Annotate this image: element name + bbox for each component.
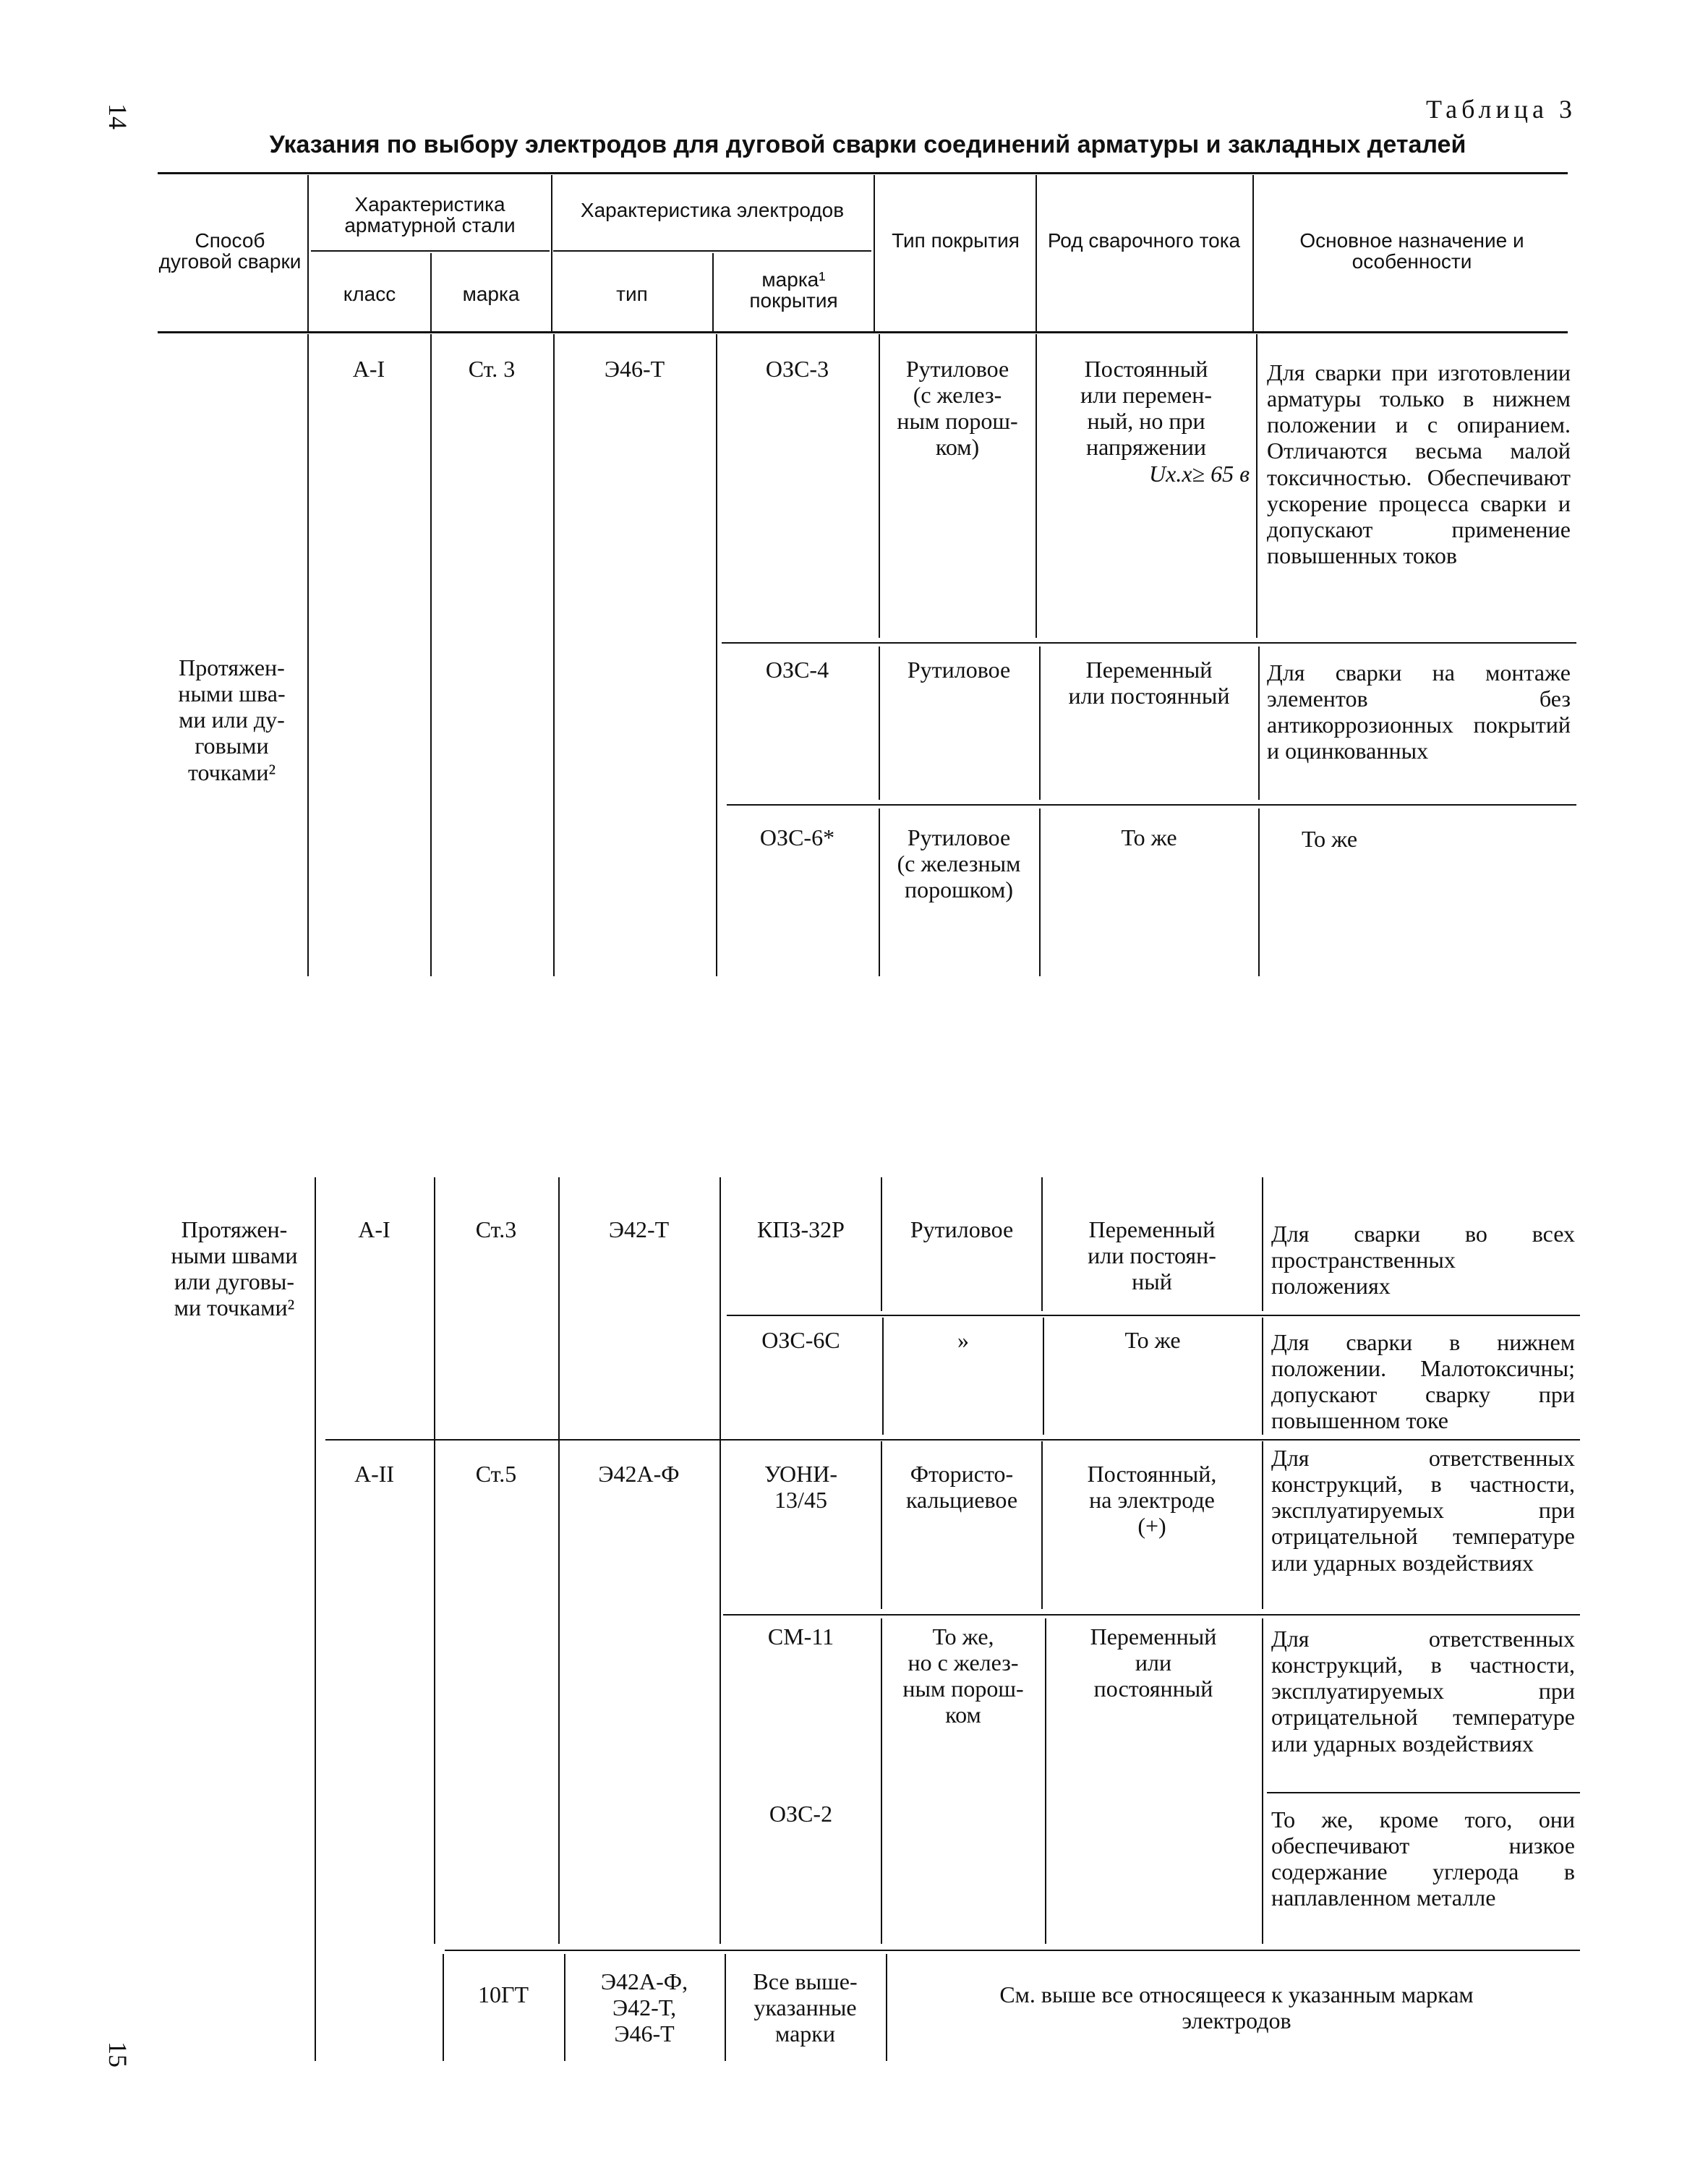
top-row1-current-formula: Ux.x≥ 65 в: [1149, 461, 1250, 487]
top-divider: [1036, 334, 1037, 638]
bottom-divider: [1045, 1618, 1046, 1944]
header-purpose: Основное назначение и особенности: [1299, 229, 1524, 273]
bottom-method: Протяжен- ными швами или дуговы- ми точками²: [171, 1216, 298, 1321]
top-divider: [1258, 646, 1260, 800]
top-row2-purpose: Для сварки на монтаже элементов без антикоррозионных покрытий и оцинкованных: [1267, 660, 1571, 764]
bottom-g1-row2-brand: ОЗС-6С: [761, 1327, 840, 1353]
bottom-g2-electrode-type: Э42А-Ф: [598, 1461, 680, 1487]
header-divider: [874, 175, 875, 331]
bottom-divider: [881, 1177, 882, 1311]
bottom-row-rule: [445, 1950, 1580, 1951]
bottom-g1-row2-current: То же: [1124, 1327, 1181, 1353]
header-electrode-grade: марка¹ покрытия: [749, 268, 838, 312]
top-method: Протяжен- ными шва- ми или ду- говыми точками²: [178, 654, 286, 785]
bottom-g2-row1-purpose: Для ответственных конструкций, в частности, эксплуатируемых при отрицательной температуре или ударных воздействиях: [1271, 1445, 1575, 1576]
header-sub-rule-steel: [311, 250, 550, 252]
bottom-g2-steel-grade: Ст.5: [475, 1461, 517, 1487]
header-divider: [430, 253, 432, 331]
header-steel-grade: марка: [462, 283, 520, 305]
bottom-g2-row3-purpose: То же, кроме того, они обеспечивают низкое содержание углерода в наплавленном металле: [1271, 1806, 1575, 1911]
bottom-g2-steel-class: A-II: [354, 1461, 395, 1487]
bottom-divider: [1043, 1318, 1044, 1435]
bottom-g1-row1-brand: КПЗ-32Р: [757, 1216, 845, 1242]
bottom-g2-row2-coating: То же, но с желез- ным порош- ком: [902, 1623, 1024, 1728]
bottom-g1-steel-class: A-I: [358, 1216, 390, 1242]
bottom-g1-row1-purpose: Для сварки во всех пространственных положениях: [1271, 1221, 1575, 1299]
top-divider: [1039, 646, 1041, 800]
header-sub-rule-electrodes: [553, 250, 871, 252]
bottom-g2-row1-current: Постоянный, на электроде (+): [1087, 1461, 1217, 1540]
top-row3-coating: Рутиловое (с железным порошком): [897, 824, 1021, 903]
top-divider: [716, 334, 717, 976]
bottom-divider: [886, 1954, 887, 2061]
header-top-rule: [158, 172, 1568, 174]
bottom-divider: [1041, 1177, 1043, 1311]
bottom-divider: [725, 1954, 726, 2061]
bottom-divider: [1262, 1441, 1263, 1609]
top-row3-purpose: То же: [1302, 826, 1358, 852]
header-divider: [712, 253, 714, 331]
top-row1-purpose: Для сварки при изготовлении арматуры только в нижнем положении и с опиранием. Отличаются весьма малой токсичностью. Обеспечивают ускорение процесса сварки и допускают применение повышенных токов: [1267, 359, 1571, 569]
bottom-divider: [443, 1954, 444, 2061]
bottom-g3-electrode-type: Э42А-Ф, Э42-Т, Э46-Т: [600, 1968, 688, 2047]
top-divider: [307, 334, 309, 976]
top-row1-coating: Рутиловое (с желез- ным порош- ком): [897, 356, 1018, 461]
bottom-divider: [720, 1177, 721, 1944]
top-steel-class: A-I: [352, 356, 385, 382]
header-electrodes: Характеристика электродов: [580, 199, 845, 221]
page-number-right: 15: [103, 2041, 132, 2067]
bottom-g2-row1-brand: УОНИ- 13/45: [764, 1461, 838, 1514]
bottom-g2-row2-purpose: Для ответственных конструкций, в частности, эксплуатируемых при отрицательной температуре или ударных воздействиях: [1271, 1626, 1575, 1757]
bottom-g2-row3-brand: ОЗС-2: [769, 1801, 833, 1827]
bottom-row-rule: [723, 1614, 1580, 1616]
header-coating: Тип покрытия: [892, 229, 1020, 252]
bottom-divider: [1262, 1177, 1263, 1311]
bottom-g3-steel-grade: 10ГТ: [477, 1981, 529, 2007]
top-row-rule: [722, 642, 1576, 644]
header-electrode-type: тип: [616, 283, 648, 305]
bottom-divider: [315, 1177, 316, 2061]
top-row2-brand: ОЗС-4: [765, 657, 829, 683]
top-row3-brand: ОЗС-6*: [759, 824, 835, 850]
bottom-g2-row1-coating: Фтористо- кальциевое: [905, 1461, 1018, 1514]
header-method: Способ дуговой сварки: [158, 229, 302, 273]
top-divider: [879, 334, 880, 638]
top-divider: [879, 808, 880, 976]
bottom-divider: [564, 1954, 565, 2061]
bottom-g1-row1-current: Переменный или постоян- ный: [1088, 1216, 1216, 1295]
top-divider: [553, 334, 555, 976]
top-row1-current: Постоянный или перемен- ный, но при напряжении: [1080, 356, 1212, 461]
bottom-g1-steel-grade: Ст.3: [475, 1216, 517, 1242]
top-row3-current: То же: [1121, 824, 1177, 850]
header-steel: Характеристика арматурной стали: [344, 193, 516, 237]
top-row2-current: Переменный или постоянный: [1068, 657, 1230, 709]
top-divider: [1256, 334, 1257, 638]
bottom-row-rule: [1267, 1792, 1580, 1793]
bottom-divider: [882, 1318, 884, 1435]
bottom-g1-row2-purpose: Для сварки в нижнем положении. Малотоксичны; допускают сварку при повышенном токе: [1271, 1329, 1575, 1434]
top-steel-grade: Ст. 3: [468, 356, 516, 382]
bottom-divider: [881, 1441, 882, 1609]
bottom-row-rule: [325, 1439, 1580, 1441]
bottom-divider: [1041, 1441, 1043, 1609]
bottom-g1-electrode-type: Э42-Т: [608, 1216, 670, 1242]
header-divider: [1036, 175, 1037, 331]
bottom-g3-brand: Все выше- указанные марки: [753, 1968, 858, 2047]
header-divider: [307, 175, 309, 331]
bottom-divider: [1262, 1618, 1263, 1944]
page-number-left: 14: [103, 103, 132, 129]
top-row2-coating: Рутиловое: [907, 657, 1011, 683]
bottom-g1-row1-coating: Рутиловое: [910, 1216, 1014, 1242]
header-divider: [1252, 175, 1254, 331]
top-divider: [1258, 808, 1260, 976]
top-electrode-type: Э46-Т: [604, 356, 665, 382]
top-row1-brand: ОЗС-3: [765, 356, 829, 382]
bottom-g2-row2-brand: СМ-11: [767, 1623, 834, 1650]
bottom-divider: [434, 1177, 435, 1944]
top-divider: [879, 646, 880, 800]
table-label: Таблица 3: [1426, 95, 1576, 124]
header-bottom-rule: [158, 331, 1568, 333]
bottom-g1-row2-coating: »: [957, 1327, 969, 1353]
bottom-row-rule: [727, 1315, 1580, 1316]
header-current: Род сварочного тока: [1047, 229, 1241, 252]
top-divider: [1039, 808, 1041, 976]
header-steel-class: класс: [343, 283, 396, 305]
bottom-g2-row2-current: Переменный или постоянный: [1090, 1623, 1217, 1702]
header-divider: [551, 175, 552, 331]
top-divider: [430, 334, 432, 976]
table-title: Указания по выбору электродов для дуговой сварки соединений арматуры и закладных деталей: [269, 131, 1466, 158]
bottom-divider: [558, 1177, 560, 1944]
bottom-divider: [881, 1618, 882, 1944]
bottom-divider: [1262, 1318, 1263, 1435]
top-row-rule: [727, 804, 1576, 806]
bottom-g3-note: См. выше все относящееся к указанным маркам электродов: [999, 1981, 1474, 2034]
